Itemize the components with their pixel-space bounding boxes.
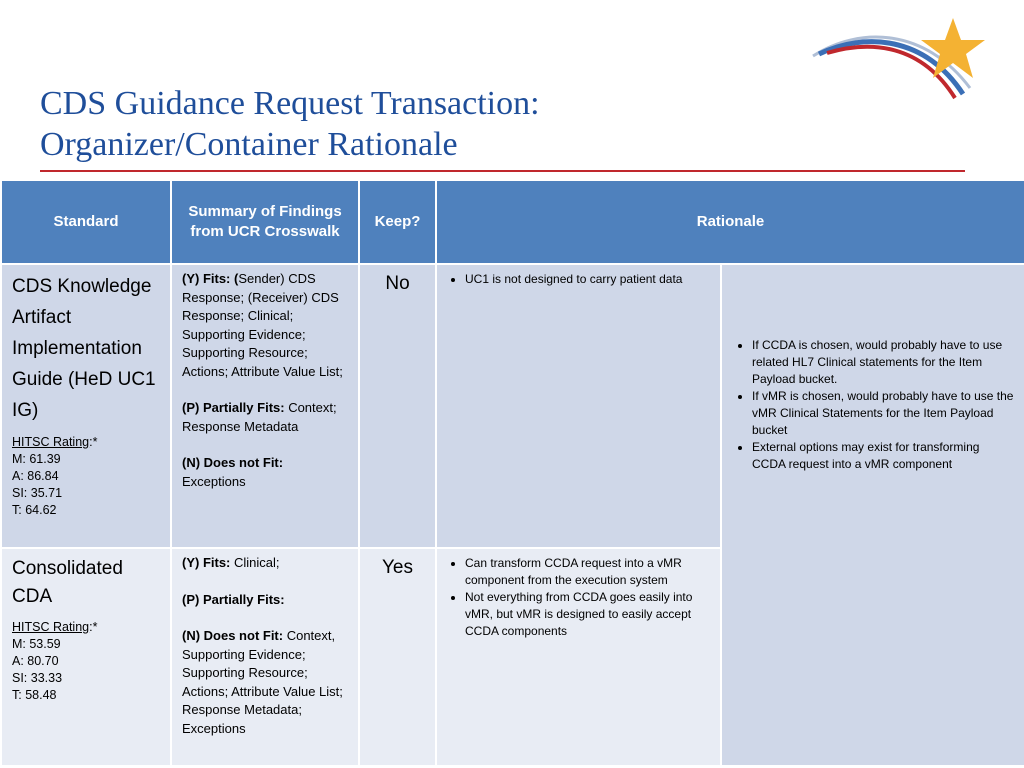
standard-name: Consolidated CDA xyxy=(12,558,123,607)
standard-cell xyxy=(1,548,171,766)
title-divider xyxy=(40,170,965,172)
rationale-cell xyxy=(436,548,721,766)
header-keep: Keep? xyxy=(359,180,436,264)
title-line-2: Organizer/Container Rationale xyxy=(40,126,458,163)
table-row xyxy=(1,264,1024,548)
hitsc-rating: HITSC Rating:* M: 53.59 A: 80.70 SI: 33.33 T: 58.48 xyxy=(2,611,170,704)
fits-text: (Y) Fits: Clinical; xyxy=(182,555,280,570)
keep-cell xyxy=(359,264,436,548)
fits-text: (Y) Fits: (Sender) CDS Response; (Receiver) CDS Response; Clinical; Supporting Evidence; Supporting Resource; Actions; Attribute Value List; xyxy=(182,271,343,379)
slide-title xyxy=(40,83,970,165)
keep-value: No xyxy=(385,273,410,294)
rationale-item: • External options may exist for transforming CCDA request into a vMR component xyxy=(752,439,1016,473)
rationale-table xyxy=(0,179,1024,767)
partial-fits-text: (P) Partially Fits: Context; Response Metadata xyxy=(182,400,337,434)
score-si: SI: 33.33 xyxy=(12,671,63,685)
hitsc-rating-label: HITSC Rating xyxy=(12,620,90,634)
rationale-item: • If CCDA is chosen, would probably have to use related HL7 Clinical statements for the Item Payload bucket. xyxy=(752,337,1016,388)
score-a: A: 86.84 xyxy=(12,469,59,483)
partial-fits-text: (P) Partially Fits: xyxy=(182,591,285,607)
standard-cell xyxy=(1,264,171,548)
score-t: T: 58.48 xyxy=(12,688,57,702)
shared-rationale-cell xyxy=(721,264,1024,766)
header-summary: Summary of Findings from UCR Crosswalk xyxy=(171,180,359,264)
header-rationale: Rationale xyxy=(436,180,1024,264)
score-t: T: 64.62 xyxy=(12,503,57,517)
findings-cell xyxy=(171,548,359,766)
standard-name: CDS Knowledge Artifact Implementation Guide (HeD UC1 IG) xyxy=(12,276,156,421)
score-m: M: 61.39 xyxy=(12,452,61,466)
score-a: A: 80.70 xyxy=(12,654,59,668)
hitsc-rating: HITSC Rating:* M: 61.39 A: 86.84 SI: 35.71 T: 64.62 xyxy=(2,426,170,519)
keep-value: Yes xyxy=(382,557,413,578)
score-si: SI: 35.71 xyxy=(12,486,63,500)
keep-cell xyxy=(359,548,436,766)
findings-cell xyxy=(171,264,359,548)
table-header-row xyxy=(1,180,1024,264)
rationale-item: • Can transform CCDA request into a vMR component from the execution system xyxy=(465,555,712,589)
hitsc-rating-label: HITSC Rating xyxy=(12,435,90,449)
not-fit-text: (N) Does not Fit: Context, Supporting Evidence; Supporting Resource; Actions; Attribute Value List; Response Metadata; Exceptions xyxy=(182,628,343,736)
header-standard: Standard xyxy=(1,180,171,264)
rationale-item: • UC1 is not designed to carry patient data xyxy=(465,271,712,288)
not-fit-text: (N) Does not Fit: Exceptions xyxy=(182,455,284,489)
title-line-1: CDS Guidance Request Transaction: xyxy=(40,85,540,122)
rationale-item: • Not everything from CCDA goes easily into vMR, but vMR is designed to easily accept CCDA components xyxy=(465,589,712,640)
score-m: M: 53.59 xyxy=(12,637,61,651)
rationale-item: • If vMR is chosen, would probably have to use the vMR Clinical Statements for the Item Payload bucket xyxy=(752,388,1016,439)
rationale-cell xyxy=(436,264,721,548)
